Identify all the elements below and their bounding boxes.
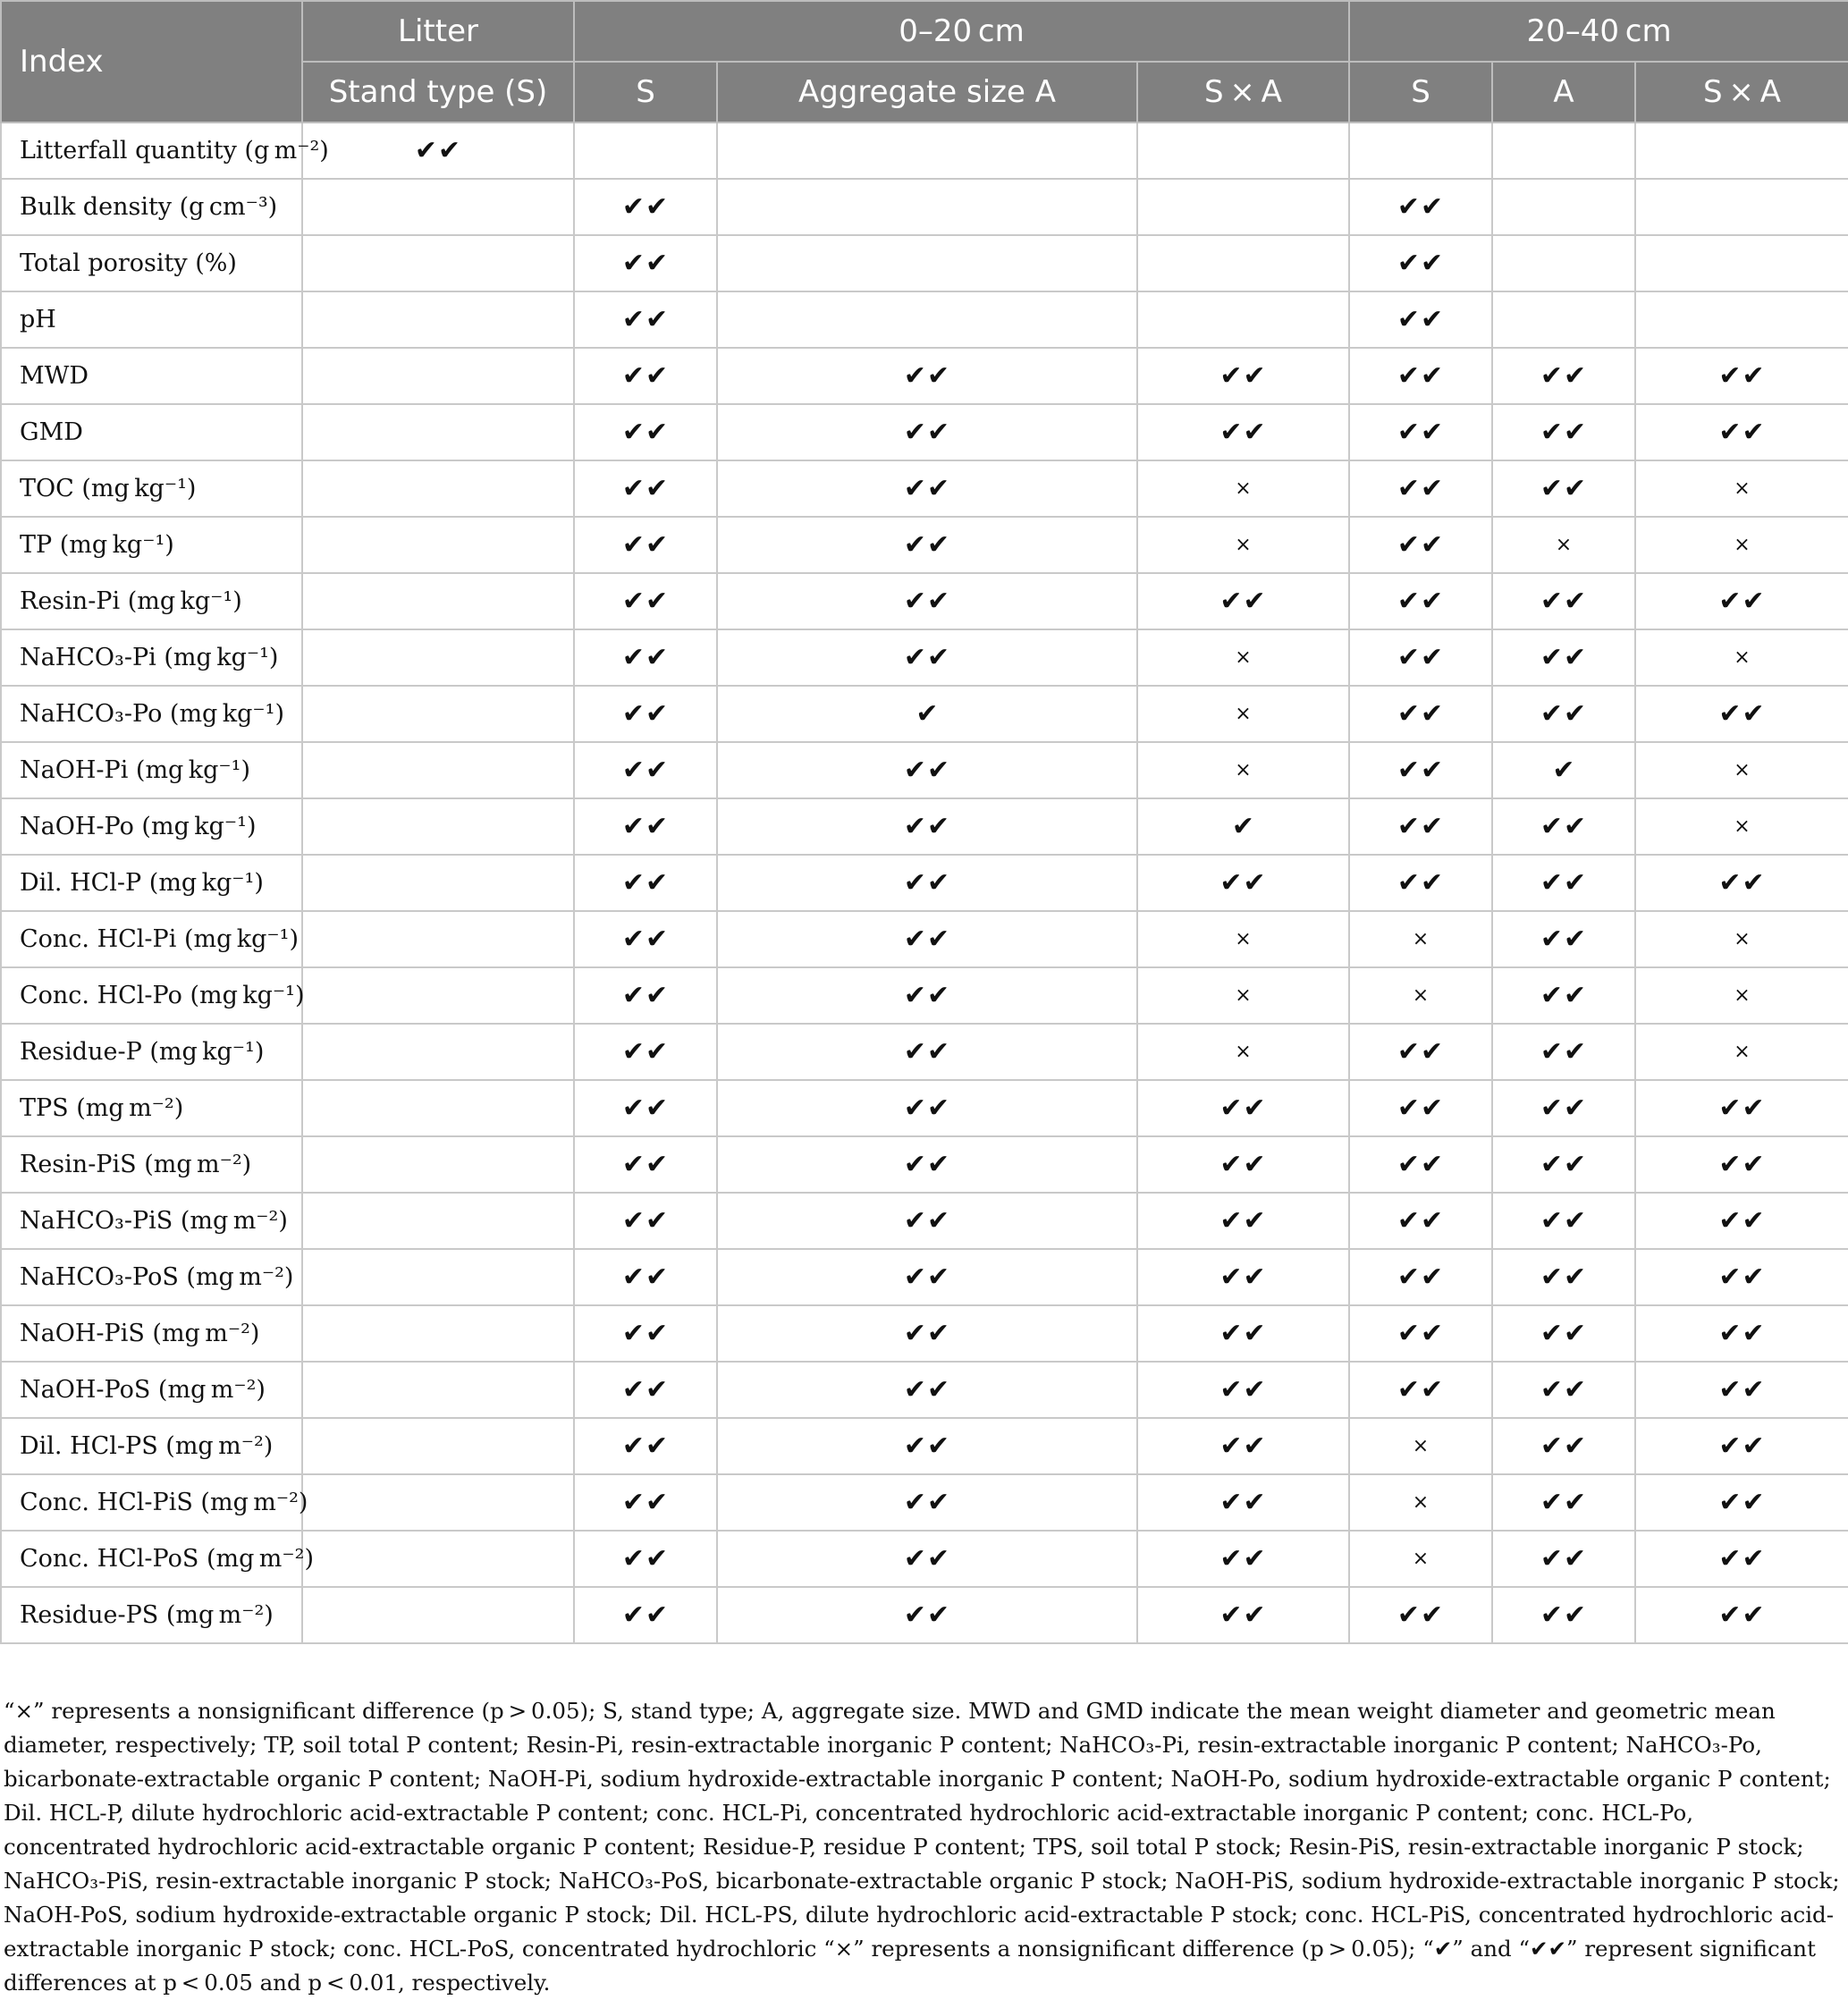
table-cell: ✔✔ [1349,1587,1492,1643]
table-cell [302,1305,574,1362]
table-cell: ✔ [1492,742,1635,798]
table-cell: ✔✔ [717,1024,1137,1080]
table-cell: ✔✔ [574,1136,717,1193]
table-cell: ✔✔ [1492,1587,1635,1643]
row-label: GMD [1,404,302,460]
table-cell: ✔✔ [302,122,574,179]
row-label: NaHCO₃-Pi (mg kg⁻¹) [1,629,302,686]
table-row [1,1418,1848,1474]
table-cell: ✔✔ [717,855,1137,911]
table-cell: ✔✔ [717,911,1137,967]
table-cell: ✔✔ [1349,1080,1492,1136]
table-cell: ✔✔ [574,573,717,629]
table-row [1,179,1848,235]
row-label: Residue-P (mg kg⁻¹) [1,1024,302,1080]
table-cell: ✔✔ [574,855,717,911]
header-aggregate-size-0-20: Aggregate size A [717,62,1137,122]
table-row [1,404,1848,460]
table-cell: ✔✔ [1492,404,1635,460]
table-cell [1492,291,1635,348]
table-footnote: “×” represents a nonsignificant difference (p > 0.05); S, stand type; A, aggregate size. MWD and GMD indicate the mean weight diameter and geometric mean diameter, respectively; TP, soil total P content; Resin-Pi, resin-extractable inorganic P content; NaHCO₃-Pi, resin-extractable inorganic P content; NaHCO₃-Po, bicarbonate-extractable organic P content; NaOH-Pi, sodium hydroxide-extractable inorganic P content; NaOH-Po, sodium hydroxide-extractable organic P content; Dil. HCL-P, dilute hydrochloric acid-extractable P content; conc. HCL-Pi, concentrated hydrochloric acid-extractable inorganic P content; conc. HCL-Po, concentrated hydrochloric acid-extractable organic P content; Residue-P, residue P content; TPS, soil total P stock; Resin-PiS, resin-extractable inorganic P stock; NaHCO₃-PiS, resin-extractable inorganic P stock; NaHCO₃-PoS, bicarbonate-extractable organic P stock; NaOH-PiS, sodium hydroxide-extractable inorganic P stock; NaOH-PoS, sodium hydroxide-extractable organic P stock; Dil. HCL-PS, dilute hydrochloric acid-extractable P stock; conc. HCL-PiS, concentrated hydrochloric acid-extractable inorganic P stock; conc. HCL-PoS, concentrated hydrochloric “×” represents a nonsignificant difference (p > 0.05); “✔” and “✔✔” represent significant differences at p < 0.05 and p < 0.01, respectively. [4,1698,1840,1996]
table-cell: ✔✔ [1137,404,1349,460]
table-cell [1492,122,1635,179]
table-row [1,1531,1848,1587]
table-cell [302,1136,574,1193]
table-cell [1349,122,1492,179]
row-label: Residue-PS (mg m⁻²) [1,1587,302,1643]
table-cell: × [1349,967,1492,1024]
table-header [1,1,1848,122]
table-cell: × [1137,1024,1349,1080]
table-cell: ✔✔ [1492,629,1635,686]
table-cell: × [1635,629,1848,686]
table-cell: ✔✔ [574,235,717,291]
table-cell: ✔✔ [574,686,717,742]
table-cell: ✔✔ [1349,235,1492,291]
table-cell: ✔✔ [717,1474,1137,1531]
table-body [1,122,1848,1643]
table-cell [302,348,574,404]
table-row [1,1024,1848,1080]
table-cell: ✔✔ [1492,1249,1635,1305]
table-cell [1635,235,1848,291]
table-cell: ✔✔ [1635,348,1848,404]
table-cell: × [1635,798,1848,855]
row-label: Resin-Pi (mg kg⁻¹) [1,573,302,629]
table-cell [302,235,574,291]
header-group-20-40cm: 20–40 cm [1349,1,1848,62]
row-label: NaHCO₃-Po (mg kg⁻¹) [1,686,302,742]
table-cell: ✔✔ [574,348,717,404]
table-cell [302,1418,574,1474]
table-cell: ✔✔ [1635,1362,1848,1418]
table-cell: × [1349,1418,1492,1474]
table-row [1,1136,1848,1193]
table-cell: × [1492,517,1635,573]
table-row [1,235,1848,291]
table-cell: ✔✔ [717,1362,1137,1418]
table-cell: ✔✔ [717,404,1137,460]
table-cell: × [1137,967,1349,1024]
table-cell: ✔✔ [717,1531,1137,1587]
header-stand-type: Stand type (S) [302,62,574,122]
table-cell: ✔✔ [1492,573,1635,629]
table-cell [1635,291,1848,348]
table-cell [302,798,574,855]
table-cell: ✔✔ [1492,798,1635,855]
table-cell [302,1193,574,1249]
header-a-20-40: A [1492,62,1635,122]
table-cell: ✔✔ [1492,1024,1635,1080]
table-cell: ✔✔ [1492,1362,1635,1418]
row-label: TP (mg kg⁻¹) [1,517,302,573]
table-cell: ✔✔ [1137,1418,1349,1474]
row-label: NaHCO₃-PiS (mg m⁻²) [1,1193,302,1249]
table-cell [1492,235,1635,291]
table-cell [1635,179,1848,235]
table-cell: ✔✔ [574,1024,717,1080]
table-cell: ✔✔ [717,1080,1137,1136]
table-cell: × [1137,460,1349,517]
table-cell: ✔✔ [717,1136,1137,1193]
table-cell [302,1080,574,1136]
table-cell: ✔✔ [1492,855,1635,911]
table-cell: ✔✔ [1137,1531,1349,1587]
table-cell: ✔✔ [717,1193,1137,1249]
table-cell: ✔✔ [1635,1305,1848,1362]
table-row [1,1249,1848,1305]
table-cell [302,517,574,573]
table-cell: ✔✔ [1349,291,1492,348]
table-cell: ✔✔ [574,911,717,967]
table-row [1,1362,1848,1418]
table-cell: ✔ [1137,798,1349,855]
table-cell: ✔✔ [1492,348,1635,404]
table-cell [302,1024,574,1080]
table-cell: ✔✔ [574,517,717,573]
row-label: Conc. HCl-Po (mg kg⁻¹) [1,967,302,1024]
row-label: Conc. HCl-PiS (mg m⁻²) [1,1474,302,1531]
table-row [1,798,1848,855]
table-cell: × [1635,1024,1848,1080]
table-cell: ✔✔ [1349,517,1492,573]
table-cell: ✔✔ [1492,1136,1635,1193]
table-cell: ✔✔ [1635,855,1848,911]
table-cell: ✔✔ [1492,1531,1635,1587]
table-cell: ✔✔ [1137,348,1349,404]
table-cell: ✔✔ [717,742,1137,798]
table-cell: × [1137,911,1349,967]
header-group-0-20cm: 0–20 cm [574,1,1349,62]
row-label: NaOH-Po (mg kg⁻¹) [1,798,302,855]
table-cell: ✔✔ [574,1531,717,1587]
table-cell: ✔✔ [1635,686,1848,742]
table-cell: ✔✔ [1137,1080,1349,1136]
table-row [1,629,1848,686]
table-cell [302,291,574,348]
row-label: Total porosity (%) [1,235,302,291]
table-row [1,348,1848,404]
table-cell: ✔✔ [1137,1362,1349,1418]
header-sxa-20-40: S × A [1635,62,1848,122]
row-label: NaOH-PiS (mg m⁻²) [1,1305,302,1362]
table-cell: ✔✔ [574,1587,717,1643]
table-cell: ✔✔ [1349,1305,1492,1362]
table-cell: ✔✔ [1349,460,1492,517]
table-cell: ✔✔ [1349,629,1492,686]
table-cell [302,686,574,742]
table-cell [302,742,574,798]
row-label: Bulk density (g cm⁻³) [1,179,302,235]
table-cell: ✔✔ [574,1418,717,1474]
table-cell: × [1137,686,1349,742]
table-cell [302,855,574,911]
table-row [1,686,1848,742]
table-cell [1137,291,1349,348]
table-cell [302,967,574,1024]
row-label: NaOH-PoS (mg m⁻²) [1,1362,302,1418]
table-cell: ✔✔ [1492,1080,1635,1136]
table-cell [302,1587,574,1643]
table-cell [717,291,1137,348]
table-cell: ✔✔ [1349,179,1492,235]
table-cell: ✔✔ [1492,460,1635,517]
table-cell: ✔✔ [1137,1587,1349,1643]
table-cell [302,1362,574,1418]
row-label: NaOH-Pi (mg kg⁻¹) [1,742,302,798]
header-index: Index [1,1,302,122]
table-cell: ✔✔ [1492,1305,1635,1362]
table-row [1,967,1848,1024]
table-cell: ✔✔ [1137,1193,1349,1249]
table-cell: ✔✔ [717,967,1137,1024]
table-cell [1635,122,1848,179]
table-cell: ✔✔ [1635,1531,1848,1587]
table-cell: ✔ [717,686,1137,742]
table-cell: ✔✔ [574,1474,717,1531]
row-label: TOC (mg kg⁻¹) [1,460,302,517]
table-cell: ✔✔ [1635,1136,1848,1193]
table-cell: ✔✔ [1349,742,1492,798]
row-label: Litterfall quantity (g m⁻²) [1,122,302,179]
table-cell: ✔✔ [1349,798,1492,855]
table-cell [717,122,1137,179]
row-label: MWD [1,348,302,404]
table-cell: ✔✔ [574,1193,717,1249]
table-cell [302,404,574,460]
table-row [1,1474,1848,1531]
table-cell: ✔✔ [717,517,1137,573]
table-cell [302,179,574,235]
table-cell: × [1137,517,1349,573]
table-cell: ✔✔ [717,573,1137,629]
table-cell: ✔✔ [1137,1249,1349,1305]
table-cell: ✔✔ [717,1418,1137,1474]
table-cell: ✔✔ [1349,1362,1492,1418]
table-cell [302,573,574,629]
table-cell: ✔✔ [1137,1474,1349,1531]
table-cell: × [1349,1474,1492,1531]
table-cell: × [1137,629,1349,686]
table-cell: ✔✔ [574,179,717,235]
table-cell: ✔✔ [574,1080,717,1136]
table-cell: ✔✔ [574,798,717,855]
table-cell [717,179,1137,235]
table-cell: ✔✔ [1137,1136,1349,1193]
header-sxa-0-20: S × A [1137,62,1349,122]
table-cell: ✔✔ [1635,1418,1848,1474]
table-cell: × [1635,911,1848,967]
table-cell [1137,235,1349,291]
table-cell [302,629,574,686]
table-cell: ✔✔ [1349,348,1492,404]
table-cell [1137,122,1349,179]
table-cell: ✔✔ [717,798,1137,855]
table-row [1,1305,1848,1362]
row-label: Resin-PiS (mg m⁻²) [1,1136,302,1193]
table-row [1,742,1848,798]
table-cell: ✔✔ [1492,967,1635,1024]
table-cell: ✔✔ [1635,1249,1848,1305]
table-row [1,1193,1848,1249]
row-label: TPS (mg m⁻²) [1,1080,302,1136]
table-row [1,1080,1848,1136]
table-cell: ✔✔ [574,460,717,517]
table-cell: × [1137,742,1349,798]
table-cell: ✔✔ [574,291,717,348]
table-cell: × [1349,911,1492,967]
header-s-20-40: S [1349,62,1492,122]
table-cell: ✔✔ [574,404,717,460]
table-cell [717,235,1137,291]
table-cell: ✔✔ [1349,1024,1492,1080]
table-cell: ✔✔ [717,1249,1137,1305]
table-row [1,573,1848,629]
table-cell: ✔✔ [1137,855,1349,911]
table-cell: ✔✔ [574,967,717,1024]
table-cell: ✔✔ [574,629,717,686]
table-cell: ✔✔ [1349,855,1492,911]
table-cell: ✔✔ [1635,1474,1848,1531]
table-cell: ✔✔ [717,1305,1137,1362]
table-cell: ✔✔ [1635,1080,1848,1136]
table-cell: ✔✔ [717,348,1137,404]
table-cell: ✔✔ [1349,404,1492,460]
table-cell [574,122,717,179]
table-cell: ✔✔ [1137,573,1349,629]
table-cell [302,1474,574,1531]
table-cell: ✔✔ [574,1362,717,1418]
table-row [1,1587,1848,1643]
table-cell: ✔✔ [1349,686,1492,742]
row-label: NaHCO₃-PoS (mg m⁻²) [1,1249,302,1305]
table-cell: ✔✔ [574,742,717,798]
table-cell: ✔✔ [717,629,1137,686]
table-cell: ✔✔ [1635,404,1848,460]
row-label: Conc. HCl-Pi (mg kg⁻¹) [1,911,302,967]
row-label: Dil. HCl-P (mg kg⁻¹) [1,855,302,911]
table-cell: ✔✔ [1492,1193,1635,1249]
table-cell [1492,179,1635,235]
table-cell [302,460,574,517]
table-row [1,855,1848,911]
table-cell: ✔✔ [1349,1136,1492,1193]
table-row [1,911,1848,967]
table-cell: ✔✔ [1635,1193,1848,1249]
table-cell: ✔✔ [1137,1305,1349,1362]
table-cell: ✔✔ [1492,686,1635,742]
table-cell: ✔✔ [717,460,1137,517]
table-cell: ✔✔ [574,1305,717,1362]
table-cell: ✔✔ [1492,911,1635,967]
table-cell: ✔✔ [1349,1193,1492,1249]
table-cell: × [1635,460,1848,517]
table-cell [302,911,574,967]
table-cell: ✔✔ [1635,573,1848,629]
header-group-litter: Litter [302,1,574,62]
table-cell: ✔✔ [1492,1474,1635,1531]
header-s-0-20: S [574,62,717,122]
row-label: Conc. HCl-PoS (mg m⁻²) [1,1531,302,1587]
table-cell: ✔✔ [1492,1418,1635,1474]
table-cell: ✔✔ [717,1587,1137,1643]
table-cell: ✔✔ [1349,1249,1492,1305]
table-cell [302,1249,574,1305]
table-cell [302,1531,574,1587]
table-cell: × [1635,517,1848,573]
row-label: pH [1,291,302,348]
table-cell: ✔✔ [574,1249,717,1305]
table-row [1,122,1848,179]
table-cell: × [1635,742,1848,798]
table-cell: ✔✔ [1349,573,1492,629]
table-cell: × [1635,967,1848,1024]
table-cell: × [1349,1531,1492,1587]
row-label: Dil. HCl-PS (mg m⁻²) [1,1418,302,1474]
table-cell [1137,179,1349,235]
table-row [1,291,1848,348]
table-cell: ✔✔ [1635,1587,1848,1643]
table-row [1,460,1848,517]
table-row [1,517,1848,573]
